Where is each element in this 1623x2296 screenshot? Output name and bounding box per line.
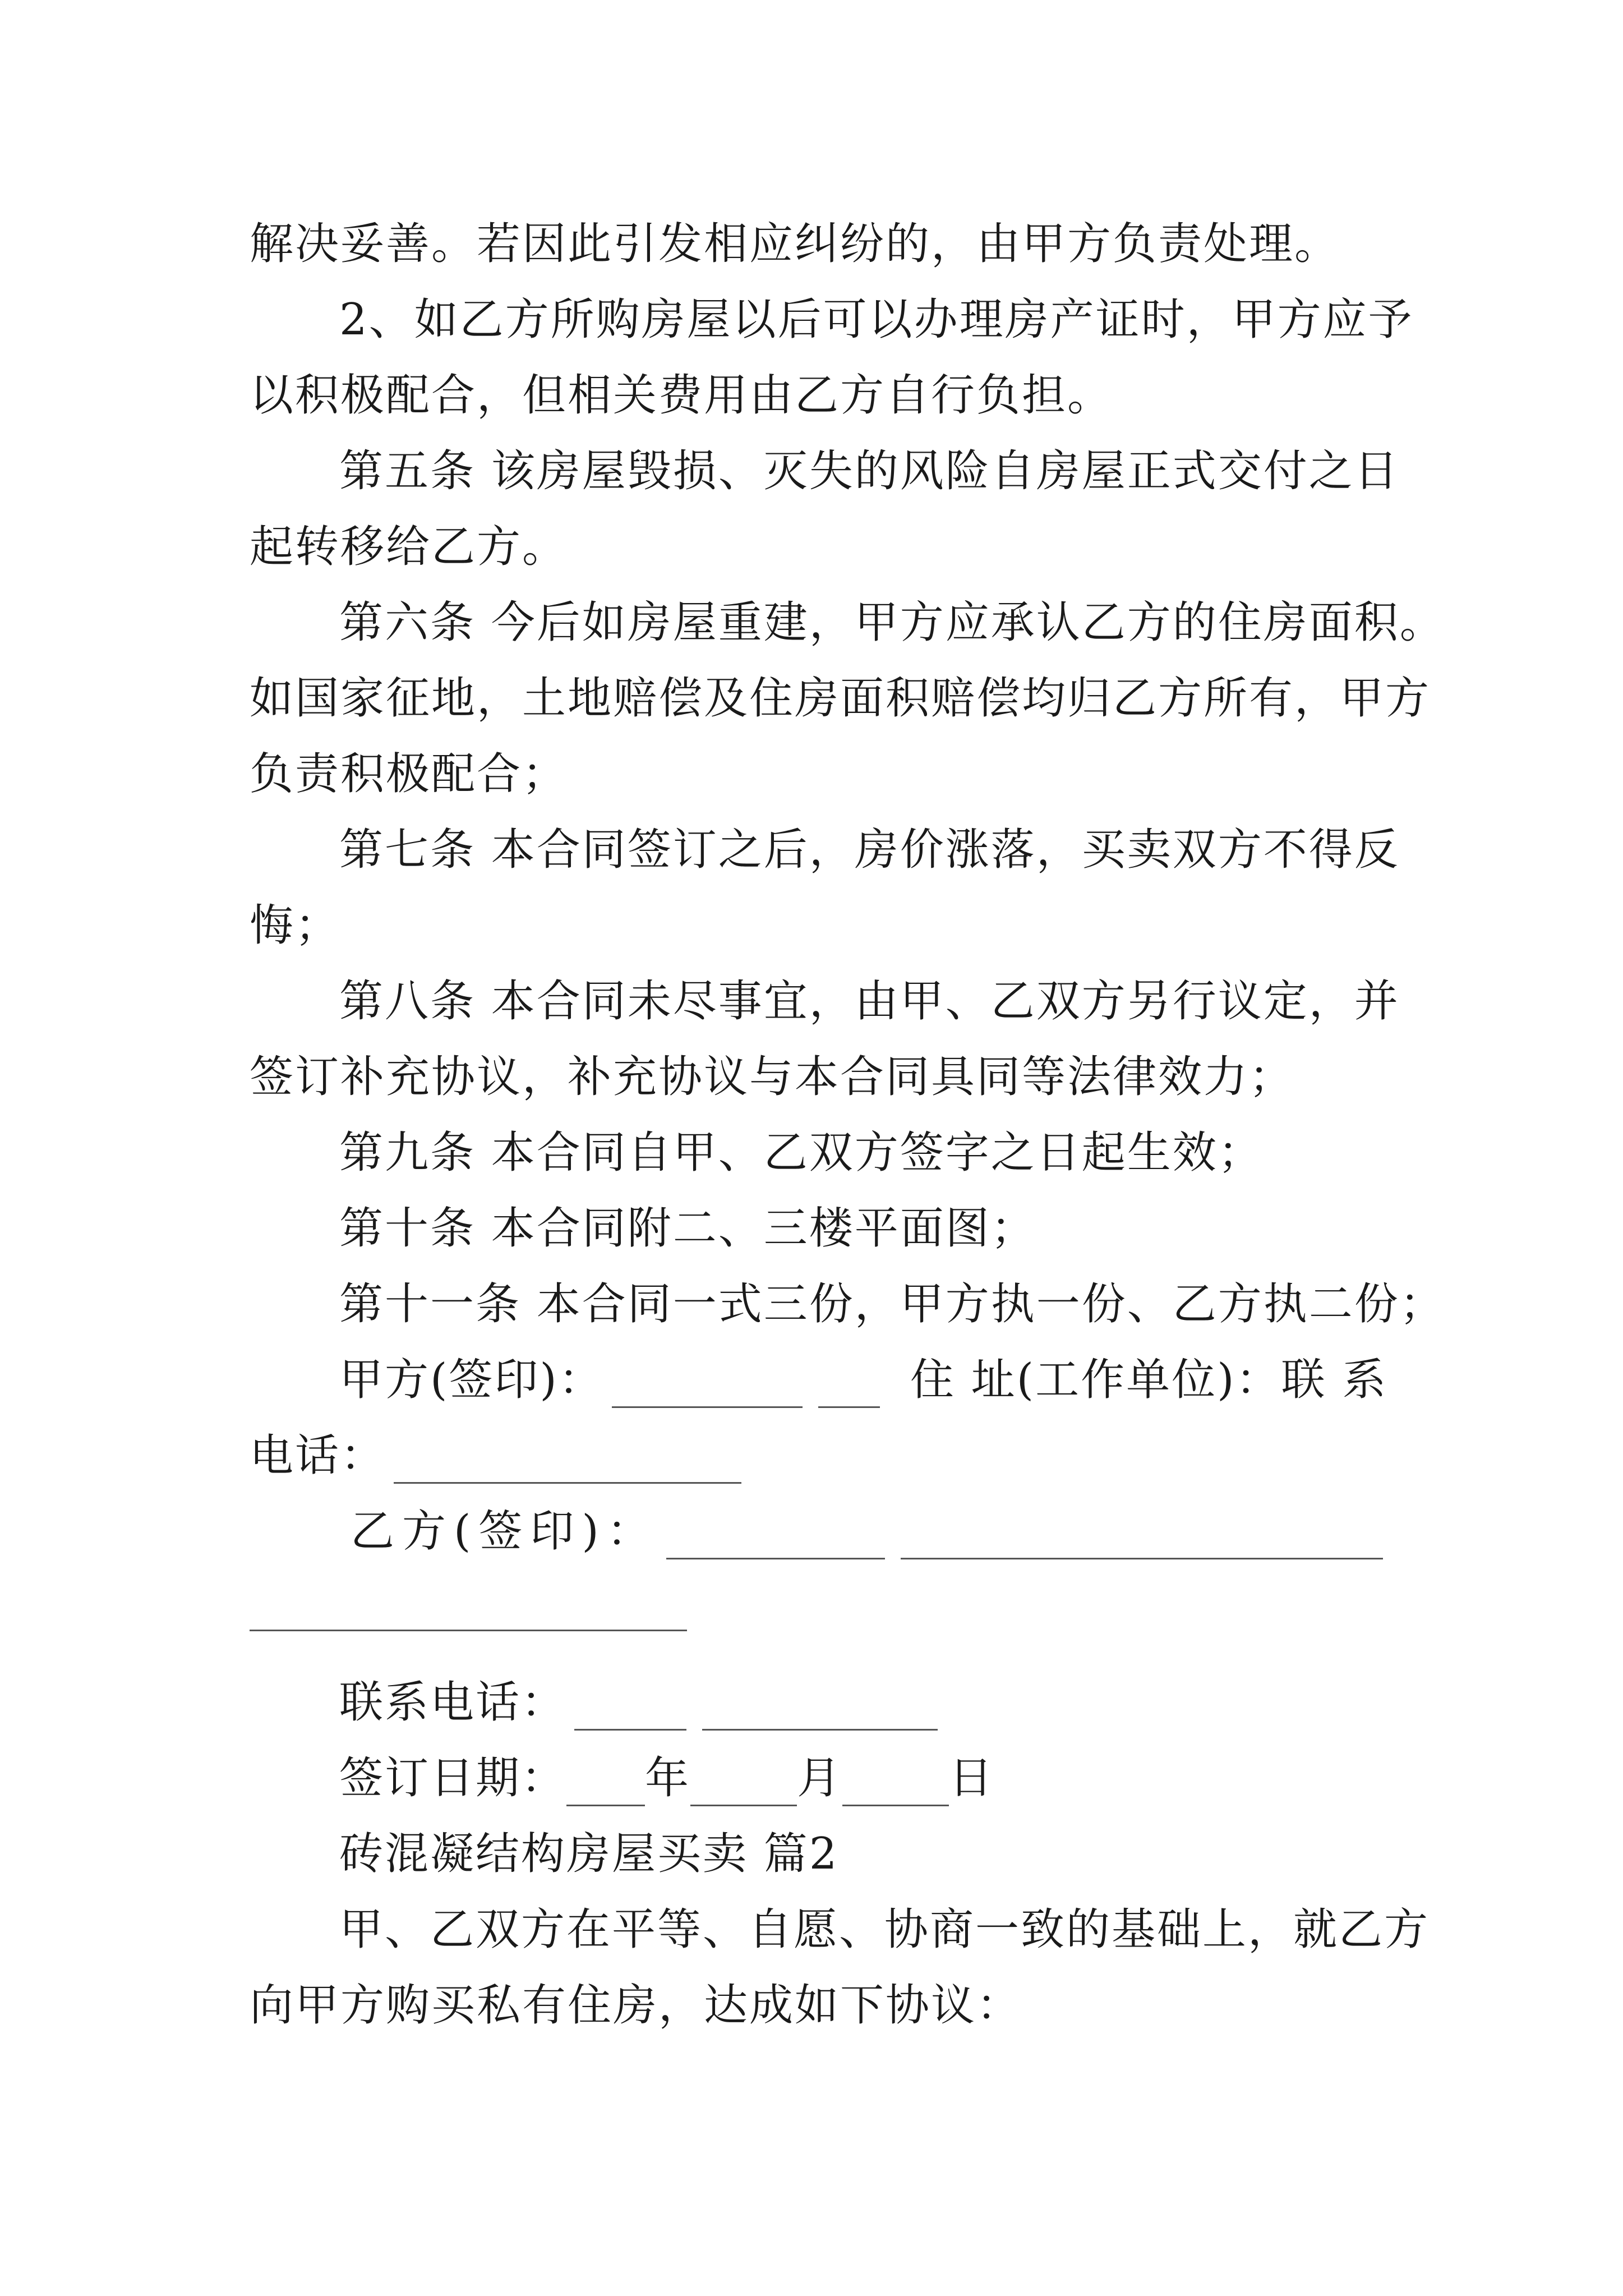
section-heading: 砖混凝结构房屋买卖 篇2 [339, 1829, 839, 1879]
paragraph-line: 解决妥善。若因此引发相应纠纷的，由甲方负责处理。 [250, 219, 1340, 269]
paragraph-line: 悔； [250, 900, 341, 951]
article-6-line: 第六条 今后如房屋重建，甲方应承认乙方的住房面积。 [339, 597, 1445, 648]
party-a-phone-blank[interactable] [394, 1443, 741, 1484]
paragraph-line: 2、如乙方所购房屋以后可以办理房产证时，甲方应予 [339, 295, 1414, 345]
paragraph-line: 甲、乙双方在平等、自愿、协商一致的基础上，就乙方 [339, 1904, 1430, 1955]
contact-phone-row [339, 1674, 946, 1731]
party-b-signature-row [351, 1503, 1391, 1559]
day-label: 日 [949, 1753, 995, 1803]
contact-phone-label: 联系电话： [339, 1677, 567, 1728]
article-7-line: 第七条 本合同签订之后，房价涨落，买卖双方不得反 [339, 825, 1400, 875]
paragraph-line: 如国家征地，土地赔偿及住房面积赔偿均归乙方所有，甲方 [250, 673, 1431, 724]
party-b-label: 乙方(签印)： [351, 1506, 658, 1557]
article-5-line: 第五条 该房屋毁损、灭失的风险自房屋正式交付之日 [339, 446, 1400, 496]
paragraph-line: 签订补充协议，补充协议与本合同具同等法律效力； [250, 1052, 1295, 1102]
day-blank[interactable] [842, 1765, 949, 1806]
contact-phone-blank[interactable] [574, 1690, 686, 1731]
party-a-label: 甲方(签印)： [339, 1355, 604, 1405]
party-a-signature-blank-2[interactable] [818, 1367, 880, 1408]
article-11-line: 第十一条 本合同一式三份，甲方执一份、乙方执二份； [339, 1279, 1445, 1329]
month-label: 月 [797, 1753, 843, 1803]
party-b-signature-blank[interactable] [666, 1519, 885, 1559]
address-label: 住 址(工作单位)：联 系 [910, 1355, 1388, 1405]
paragraph-line: 负责积极配合； [250, 749, 568, 799]
party-b-continuation-blank[interactable] [250, 1630, 687, 1631]
article-10-line: 第十条 本合同附二、三楼平面图； [339, 1203, 1036, 1254]
year-blank[interactable] [566, 1765, 645, 1806]
sign-date-row [339, 1750, 994, 1806]
year-label: 年 [645, 1753, 691, 1803]
party-b-signature-blank-2[interactable] [901, 1519, 1383, 1559]
article-9-line: 第九条 本合同自甲、乙双方签字之日起生效； [339, 1128, 1264, 1178]
date-label: 签订日期： [339, 1753, 567, 1803]
party-a-phone-row [250, 1428, 749, 1484]
phone-label: 电话： [250, 1430, 386, 1481]
party-a-signature-row [339, 1352, 1387, 1408]
month-blank[interactable] [690, 1765, 797, 1806]
party-a-signature-blank[interactable] [612, 1367, 803, 1408]
paragraph-line: 以积极配合，但相关费用由乙方自行负担。 [250, 370, 1113, 421]
article-8-line: 第八条 本合同未尽事宜，由甲、乙双方另行议定，并 [339, 976, 1400, 1027]
contact-phone-blank-2[interactable] [702, 1690, 938, 1731]
paragraph-line: 向甲方购买私有住房，达成如下协议： [250, 1980, 1022, 2031]
paragraph-line: 起转移给乙方。 [250, 522, 568, 572]
